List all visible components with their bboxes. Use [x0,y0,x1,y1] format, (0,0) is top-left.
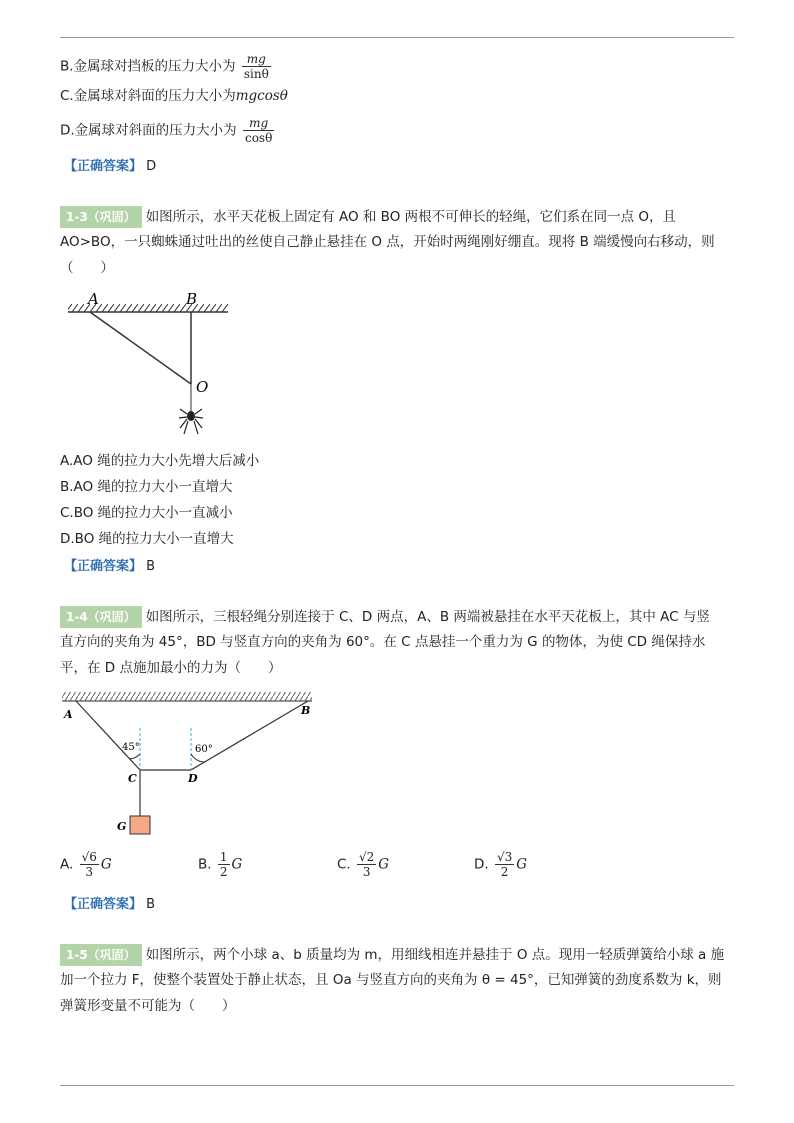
q15-line2: 加一个拉力 F，使整个装置处于静止状态，且 Oa 与竖直方向的夹角为 θ = 45°，已知弹簧的劲度系数为 k，则 [60,972,722,988]
top-rule [60,37,734,38]
q15-line1: 1-5（巩固） 如图所示，两个小球 a、b 质量均为 m，用细线相连并悬挂于 O 点。现用一轻质弹簧给小球 a 施 [60,944,724,966]
q14-answer: 【正确答案】 B [64,897,156,912]
q13-tag: 1-3（巩固） [60,206,142,228]
q13-rope-ao [90,312,191,384]
q2-option-b-fraction: $\frac{mg}{\sin\theta}$ [243,52,269,81]
q13-option-d: D.BO 绳的拉力大小一直增大 [60,531,234,547]
q14-line2: 直方向的夹角为 45°，BD 与竖直方向的夹角为 60°。在 C 点悬挂一个重力为 G 的物体，为使 CD 绳保持水 [60,634,706,650]
q14-label-a: A [64,708,73,721]
q14-rope-db [191,701,311,770]
q14-rope-ac [76,701,140,770]
q2-option-c: C.金属球对斜面的压力大小为mgcosθ [60,88,288,104]
q14-figure [58,688,318,840]
q14-label-d: D [188,772,198,785]
q13-label-o: O [196,378,209,396]
q14-angle-c: 45° [122,742,140,753]
q13-option-c: C.BO 绳的拉力大小一直减小 [60,505,233,521]
q14-label-g: G [117,820,127,833]
q13-answer: 【正确答案】 B [64,559,156,574]
q13-option-a: A.AO 绳的拉力大小先增大后减小 [60,453,260,469]
q14-line1: 1-4（巩固） 如图所示，三根轻绳分别连接于 C、D 两点，A、B 两端被悬挂在水平天花板上，其中 AC 与竖 [60,606,710,628]
q13-label-a: A [88,290,99,308]
q14-label-b: B [301,704,311,717]
q14-tag: 1-4（巩固） [60,606,142,628]
q14-option-b: B. $\frac{1}{2}$ G [198,850,243,879]
spider-icon [179,409,203,434]
q2-option-b: B.金属球对挡板的压力大小为 $\frac{mg}{\sin\theta}$ [60,52,269,81]
q13-line2: AO>BO，一只蜘蛛通过吐出的丝使自己静止悬挂在 O 点，开始时两绳刚好绷直。现将 B 端缓慢向右移动，则 [60,234,715,250]
q14-option-a: A. $\frac{√6}{3}$ G [60,850,112,879]
q14-option-c: C. $\frac{√2}{3}$ G [337,850,390,879]
q15-tag: 1-5（巩固） [60,944,142,966]
q14-block [130,816,150,834]
bottom-rule [60,1085,734,1086]
q14-angle-d: 60° [195,744,213,755]
q13-line1: 1-3（巩固） 如图所示，水平天花板上固定有 AO 和 BO 两根不可伸长的轻绳，它们系在同一点 O，且 [60,206,676,228]
q2-answer: 【正确答案】 D [64,159,157,174]
q15-line3: 弹簧形变量不可能为（ ） [60,998,236,1014]
q13-option-b: B.AO 绳的拉力大小一直增大 [60,479,233,495]
q14-arc-c [129,754,140,759]
q14-label-c: C [128,772,137,785]
q13-figure [60,288,240,438]
q13-label-b: B [186,290,198,308]
q14-ceiling-hatch [62,692,312,701]
q14-line3: 平，在 D 点施加最小的力为（ ） [60,660,282,676]
q2-option-d: D.金属球对斜面的压力大小为 $\frac{mg}{\cos\theta}$ [60,116,273,145]
q14-arc-d [191,754,205,762]
q2-option-d-fraction: $\frac{mg}{\cos\theta}$ [244,116,273,145]
q14-option-d: D. $\frac{√3}{2}$ G [474,850,528,879]
q13-line3: （ ） [60,260,114,276]
